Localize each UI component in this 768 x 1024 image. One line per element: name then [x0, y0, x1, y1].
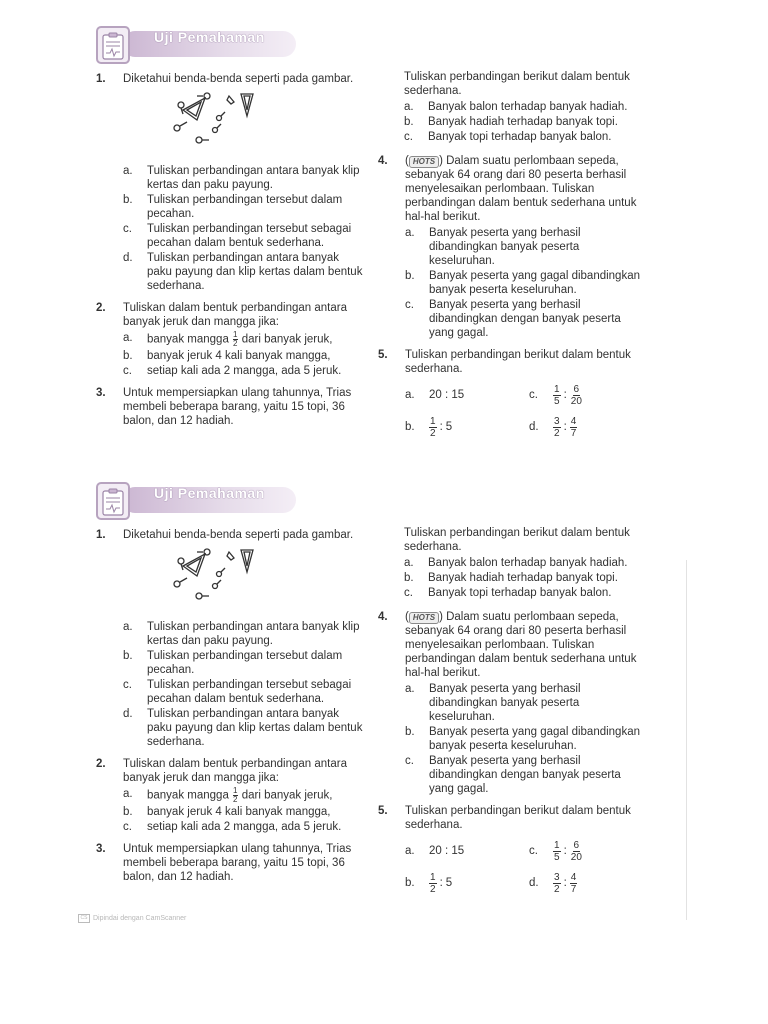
option-letter: d. [123, 252, 133, 264]
option-letter: c. [529, 389, 538, 401]
fraction [570, 416, 578, 439]
option-letter: c. [405, 755, 414, 767]
fraction-denominator: 7 [570, 883, 577, 895]
option-b [123, 349, 364, 363]
ratio-colon: : [563, 877, 567, 889]
question-body: Dalam suatu perlombaan sepeda, sebanyak 64 orang dari 80 peserta berhasil menyelesaikan perlombaan. Tuliskan perbandingan dalam bentuk sederhana untuk hal-hal berikut. [405, 155, 637, 223]
watermark-text: Dipindai dengan CamScanner [93, 915, 187, 922]
option-letter: b. [123, 650, 133, 662]
question-1-options [123, 164, 364, 293]
header-title: Uji Pemahaman [154, 29, 265, 45]
option-c [123, 364, 364, 378]
option-letter: a. [404, 557, 414, 569]
fraction [570, 872, 578, 895]
fraction-numerator: 1 [430, 871, 436, 883]
option-text: Banyak peserta yang gagal dibandingkan banyak peserta keseluruhan. [429, 726, 640, 752]
fraction-denominator: 2 [233, 795, 238, 804]
option-a [404, 100, 640, 114]
question-text: Tuliskan dalam bentuk perbandingan antara banyak jeruk dan mangga jika: [123, 758, 347, 784]
option-text: Tuliskan perbandingan antara banyak klip kertas dan paku payung. [147, 165, 360, 191]
section-header [96, 482, 306, 520]
option-text: Banyak peserta yang berhasil dibandingkan dengan banyak peserta yang gagal. [429, 299, 621, 339]
question-5 [378, 804, 640, 896]
fraction-numerator: 4 [570, 415, 577, 427]
option-text: Banyak hadiah terhadap banyak topi. [428, 116, 618, 128]
scanner-watermark [78, 914, 186, 923]
option-c [529, 382, 649, 408]
fraction-denominator: 20 [570, 395, 582, 407]
option-text: Banyak peserta yang gagal dibandingkan banyak peserta keseluruhan. [429, 270, 640, 296]
option-b [405, 725, 640, 753]
question-text: Tuliskan perbandingan berikut dalam bentuk sederhana. [404, 71, 630, 97]
page-edge-line [686, 560, 687, 920]
option-c [404, 130, 640, 144]
question-number: 2. [96, 758, 106, 770]
option-a [405, 838, 529, 864]
option-a [123, 620, 364, 648]
option-letter: c. [123, 679, 132, 691]
option-a [405, 226, 640, 268]
option-text: Banyak balon terhadap banyak hadiah. [428, 101, 628, 113]
option-letter: a. [123, 621, 133, 633]
fraction [429, 416, 437, 439]
question-number: 1. [96, 529, 106, 541]
fraction [553, 840, 561, 863]
option-letter: c. [123, 365, 132, 377]
option-text: Tuliskan perbandingan tersebut dalam pecahan. [147, 194, 343, 220]
question-text: Tuliskan perbandingan berikut dalam bentuk sederhana. [405, 349, 631, 375]
option-b [404, 571, 640, 585]
question-3 [96, 842, 364, 884]
option-letter: b. [405, 877, 415, 889]
option-b [123, 805, 364, 819]
fraction-denominator: 2 [430, 883, 436, 895]
clipboard-icon [96, 482, 130, 520]
option-a [404, 556, 640, 570]
option-c [123, 678, 364, 706]
ratio-colon: : [439, 421, 443, 433]
question-2-options [123, 331, 364, 378]
option-c [529, 838, 649, 864]
question-5-options [405, 382, 640, 440]
question-3-continued [378, 526, 640, 600]
option-letter: a. [405, 227, 415, 239]
question-3 [96, 386, 364, 428]
question-text: ( HOTS ) Dalam suatu perlombaan sepeda, sebanyak 64 orang dari 80 peserta berhasil menyelesaikan perlombaan. Tuliskan perbandingan dalam bentuk sederhana untuk hal-hal berikut. [405, 155, 637, 223]
fraction-numerator: 1 [233, 786, 238, 795]
option-text-pre: banyak mangga [147, 789, 229, 802]
ratio-colon: : [563, 389, 567, 401]
option-letter: c. [123, 821, 132, 833]
fraction-denominator: 7 [570, 427, 577, 439]
option-text: setiap kali ada 2 mangga, ada 5 jeruk. [147, 821, 342, 833]
left-column [96, 528, 364, 889]
question-4-options [405, 682, 640, 796]
option-text: banyak jeruk 4 kali banyak mangga, [147, 806, 331, 818]
option-letter: b. [123, 194, 133, 206]
question-number: 1. [96, 73, 106, 85]
ratio-colon: : [439, 877, 443, 889]
fraction [233, 787, 237, 804]
question-1 [96, 528, 364, 749]
objects-illustration [171, 546, 271, 608]
option-letter: a. [405, 845, 415, 857]
option-letter: c. [404, 131, 413, 143]
option-letter: d. [529, 877, 539, 889]
question-2 [96, 757, 364, 834]
option-d [529, 870, 649, 896]
question-4-options [405, 226, 640, 340]
fraction-denominator: 5 [554, 395, 560, 407]
question-2 [96, 301, 364, 378]
option-text: Banyak peserta yang berhasil dibandingkan dengan banyak peserta yang gagal. [429, 755, 621, 795]
option-letter: c. [404, 587, 413, 599]
fraction-denominator: 2 [554, 427, 560, 439]
option-a [123, 164, 364, 192]
option-a [123, 787, 364, 804]
right-column [378, 70, 640, 445]
fraction-numerator: 1 [554, 383, 560, 395]
option-text: Tuliskan perbandingan tersebut sebagai pecahan dalam bentuk sederhana. [147, 679, 352, 705]
option-d [529, 414, 649, 440]
fraction-numerator: 4 [570, 871, 577, 883]
question-4 [378, 154, 640, 340]
ratio-value: 5 [445, 421, 453, 433]
ratio-colon: : [563, 421, 567, 433]
section-header [96, 26, 306, 64]
exercise-block-1 [0, 18, 768, 474]
hots-badge: HOTS [409, 156, 439, 168]
option-text-post: dari banyak jeruk, [241, 333, 333, 346]
option-text: banyak jeruk 4 kali banyak mangga, [147, 350, 331, 362]
option-a [405, 682, 640, 724]
option-letter: a. [405, 389, 415, 401]
option-text: Tuliskan perbandingan tersebut dalam pecahan. [147, 650, 343, 676]
question-1-options [123, 620, 364, 749]
fraction-denominator: 2 [554, 883, 560, 895]
option-a [405, 382, 529, 408]
fraction-numerator: 3 [554, 415, 560, 427]
hots-badge: HOTS [409, 612, 439, 624]
right-column [378, 526, 640, 901]
option-c [404, 586, 640, 600]
option-letter: b. [405, 421, 415, 433]
question-text: ( HOTS ) Dalam suatu perlombaan sepeda, sebanyak 64 orang dari 80 peserta berhasil menyelesaikan perlombaan. Tuliskan perbandingan dalam bentuk sederhana untuk hal-hal berikut. [405, 611, 637, 679]
option-text: Banyak peserta yang berhasil dibandingkan banyak peserta keseluruhan. [429, 227, 581, 267]
fraction-denominator: 2 [233, 339, 238, 348]
exercise-block-2 [0, 474, 768, 930]
question-text: Tuliskan dalam bentuk perbandingan antara banyak jeruk dan mangga jika: [123, 302, 347, 328]
option-letter: a. [405, 683, 415, 695]
question-text: Tuliskan perbandingan berikut dalam bentuk sederhana. [404, 527, 630, 553]
option-letter: b. [404, 116, 414, 128]
left-column [96, 72, 364, 433]
question-text: Diketahui benda-benda seperti pada gambar. [123, 73, 354, 85]
option-text-post: dari banyak jeruk, [241, 789, 333, 802]
ratio-value: 5 [445, 877, 453, 889]
fraction [553, 416, 561, 439]
fraction [429, 872, 437, 895]
option-text: 20 : 15 [429, 389, 465, 401]
option-text: Banyak topi terhadap banyak balon. [428, 131, 612, 143]
camscanner-icon: CS [78, 914, 90, 923]
option-a [123, 331, 364, 348]
question-number: 5. [378, 805, 388, 817]
option-text: 20 : 15 [429, 845, 465, 857]
option-letter: b. [123, 806, 133, 818]
option-letter: d. [123, 708, 133, 720]
option-letter: d. [529, 421, 539, 433]
option-letter: a. [404, 101, 414, 113]
option-text: Banyak hadiah terhadap banyak topi. [428, 572, 618, 584]
question-number: 3. [96, 843, 106, 855]
clipboard-icon [96, 26, 130, 64]
option-letter: a. [123, 165, 133, 177]
question-body: Dalam suatu perlombaan sepeda, sebanyak 64 orang dari 80 peserta berhasil menyelesaikan perlombaan. Tuliskan perbandingan dalam bentuk sederhana untuk hal-hal berikut. [405, 611, 637, 679]
objects-illustration [171, 90, 271, 152]
question-number: 4. [378, 155, 388, 167]
option-text: Tuliskan perbandingan antara banyak paku payung dan klip kertas dalam bentuk sederhana. [147, 252, 363, 292]
option-text-pre: banyak mangga [147, 333, 229, 346]
question-text: Untuk mempersiapkan ulang tahunnya, Trias membeli beberapa barang, yaitu 15 topi, 36 balon, dan 12 hadiah. [123, 387, 352, 427]
option-text: Tuliskan perbandingan antara banyak paku payung dan klip kertas dalam bentuk sederhana. [147, 708, 363, 748]
fraction-numerator: 1 [430, 415, 436, 427]
option-letter: a. [123, 332, 133, 344]
option-b [123, 649, 364, 677]
question-3-continued [378, 70, 640, 144]
fraction-denominator: 20 [570, 851, 582, 863]
fraction [553, 872, 561, 895]
option-d [123, 707, 364, 749]
header-title: Uji Pemahaman [154, 485, 265, 501]
question-1 [96, 72, 364, 293]
option-d [123, 251, 364, 293]
option-b [405, 870, 529, 896]
question-2-options [123, 787, 364, 834]
fraction-numerator: 6 [573, 839, 580, 851]
option-letter: a. [123, 788, 133, 800]
question-text: Untuk mempersiapkan ulang tahunnya, Trias membeli beberapa barang, yaitu 15 topi, 36 balon, dan 12 hadiah. [123, 843, 352, 883]
option-text: Tuliskan perbandingan antara banyak klip kertas dan paku payung. [147, 621, 360, 647]
question-3-options [404, 100, 640, 144]
option-text: Tuliskan perbandingan tersebut sebagai pecahan dalam bentuk sederhana. [147, 223, 352, 249]
question-number: 4. [378, 611, 388, 623]
option-letter: c. [123, 223, 132, 235]
question-number: 2. [96, 302, 106, 314]
option-text: setiap kali ada 2 mangga, ada 5 jeruk. [147, 365, 342, 377]
fraction-numerator: 1 [233, 330, 238, 339]
option-b [404, 115, 640, 129]
question-5-options [405, 838, 640, 896]
fraction [570, 840, 583, 863]
option-letter: b. [405, 726, 415, 738]
fraction [570, 384, 583, 407]
question-3-options [404, 556, 640, 600]
question-4 [378, 610, 640, 796]
option-letter: b. [404, 572, 414, 584]
option-c [123, 222, 364, 250]
option-c [123, 820, 364, 834]
question-5 [378, 348, 640, 440]
fraction-numerator: 3 [554, 871, 560, 883]
option-c [405, 754, 640, 796]
option-letter: c. [405, 299, 414, 311]
option-b [123, 193, 364, 221]
question-text: Tuliskan perbandingan berikut dalam bentuk sederhana. [405, 805, 631, 831]
option-letter: c. [529, 845, 538, 857]
fraction [233, 331, 237, 348]
fraction-denominator: 5 [554, 851, 560, 863]
fraction [553, 384, 561, 407]
option-letter: b. [405, 270, 415, 282]
fraction-denominator: 2 [430, 427, 436, 439]
option-c [405, 298, 640, 340]
question-number: 3. [96, 387, 106, 399]
fraction-numerator: 1 [554, 839, 560, 851]
question-number: 5. [378, 349, 388, 361]
option-letter: b. [123, 350, 133, 362]
option-b [405, 269, 640, 297]
option-text: Banyak balon terhadap banyak hadiah. [428, 557, 628, 569]
option-b [405, 414, 529, 440]
ratio-colon: : [563, 845, 567, 857]
question-text: Diketahui benda-benda seperti pada gambar. [123, 529, 354, 541]
option-text: Banyak topi terhadap banyak balon. [428, 587, 612, 599]
fraction-numerator: 6 [573, 383, 580, 395]
option-text: Banyak peserta yang berhasil dibandingkan banyak peserta keseluruhan. [429, 683, 581, 723]
